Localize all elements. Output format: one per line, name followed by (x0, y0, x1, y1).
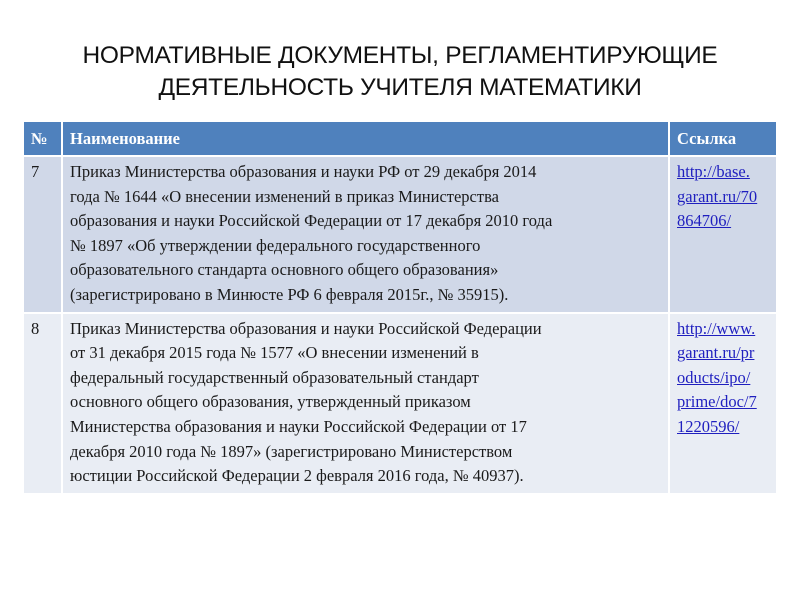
link-text-line: oducts/ipo/ (677, 367, 751, 387)
document-name-line: № 1897 «Об утверждении федерального государственного (70, 235, 481, 255)
link-text-line: 864706/ (677, 211, 732, 231)
table-row (24, 314, 776, 493)
documents-table (22, 120, 778, 495)
link-text-line: http://base. (677, 162, 750, 181)
document-name (63, 157, 668, 312)
column-header-number: № (24, 122, 61, 155)
slide-title (0, 40, 800, 104)
document-name-line: Приказ Министерства образования и науки Российской Федерации (70, 318, 542, 338)
column-header-name: Наименование (63, 122, 668, 155)
document-name-line: основного общего образования, утвержденный приказом (70, 392, 471, 412)
document-name-line: образования и науки Российской Федерации от 17 декабря 2010 года (70, 211, 553, 231)
table-row (24, 157, 776, 312)
document-link[interactable] (677, 317, 772, 440)
link-text-line: garant.ru/70 (677, 186, 758, 206)
document-name-line: декабря 2010 года № 1897» (зарегистрировано Министерством (70, 441, 513, 461)
row-number: 7 (24, 157, 61, 312)
document-name-line: образовательного стандарта основного общего образования» (70, 260, 499, 280)
link-text-line: garant.ru/pr (677, 343, 755, 363)
slide-title-line-1: НОРМАТИВНЫЕ ДОКУМЕНТЫ, РЕГЛАМЕНТИРУЮЩИЕ (82, 42, 718, 69)
document-link[interactable] (677, 160, 772, 234)
slide-title-line-2: ДЕЯТЕЛЬНОСТЬ УЧИТЕЛЯ МАТЕМАТИКИ (158, 74, 642, 101)
document-name-line: федеральный государственный образовательный стандарт (70, 367, 479, 387)
document-name-line: (зарегистрировано в Минюсте РФ 6 февраля 2015г., № 35915). (70, 284, 509, 304)
document-name-line: юстиции Российской Федерации 2 февраля 2016 года, № 40937). (70, 466, 524, 486)
link-text-line: prime/doc/7 (677, 392, 757, 412)
link-text-line: 1220596/ (677, 416, 740, 436)
column-header-link: Ссылка (670, 122, 776, 155)
document-name (63, 314, 668, 493)
document-link-cell (670, 314, 776, 493)
document-name-line: от 31 декабря 2015 года № 1577 «О внесении изменений в (70, 343, 479, 363)
document-name-line: Министерства образования и науки Российской Федерации от 17 (70, 416, 527, 436)
document-link-cell (670, 157, 776, 312)
document-name-line: Приказ Министерства образования и науки РФ от 29 декабря 2014 (70, 162, 537, 181)
document-name-line: года № 1644 «О внесении изменений в приказ Министерства (70, 186, 499, 206)
row-number: 8 (24, 314, 61, 493)
link-text-line: http://www. (677, 318, 756, 338)
table-header-row (24, 122, 776, 155)
